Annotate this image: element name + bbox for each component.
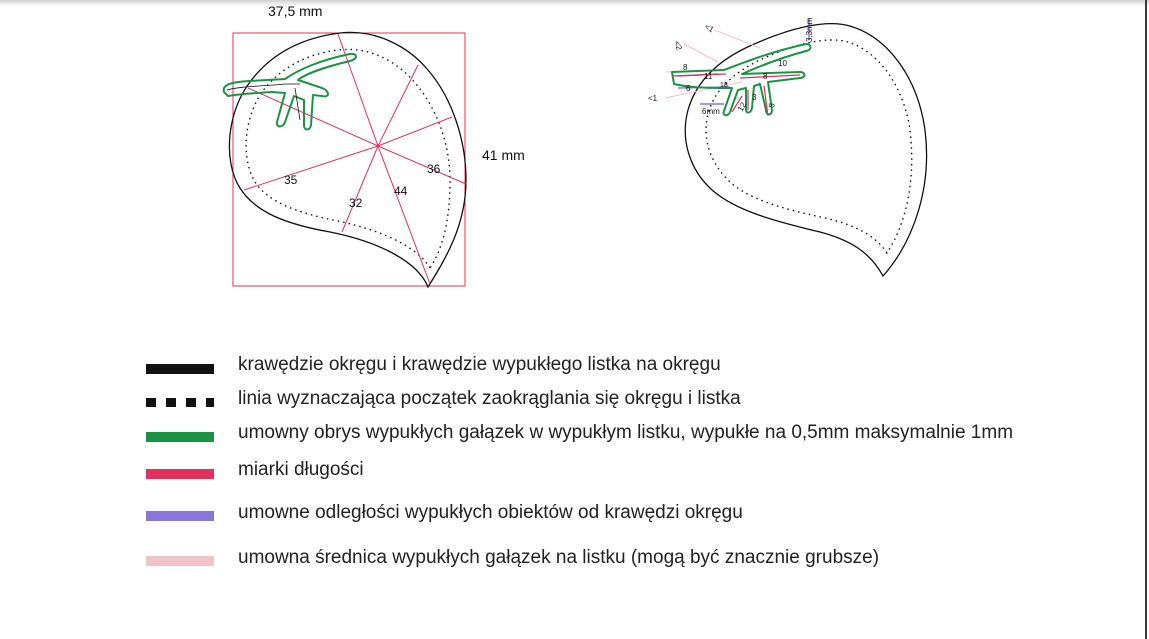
label-10: 10	[778, 59, 787, 68]
legend-row-edges	[0, 352, 1140, 382]
legend-swatch-red	[146, 469, 214, 479]
measure-32: 32	[349, 196, 363, 210]
inner-dotted-line-right	[706, 40, 912, 253]
legend-swatch-dotted-black	[146, 398, 214, 407]
legend-swatch-green	[146, 432, 214, 442]
legend-row-pink	[0, 546, 1140, 576]
label-8-right: 8	[763, 72, 768, 81]
height-label: 41 mm	[482, 147, 525, 163]
label-8-left: 8	[683, 63, 688, 72]
leaf-diagram-right	[560, 0, 980, 300]
leaf-outline	[229, 32, 466, 287]
label-6: 6	[686, 84, 691, 93]
label-lt2: <2	[672, 39, 684, 52]
bounding-box	[233, 33, 465, 286]
label-12: 12	[735, 100, 749, 113]
label-11: 11	[704, 72, 713, 81]
measure-44: 44	[394, 184, 408, 198]
label-lt1-top: <1	[703, 21, 716, 35]
legend-row-green	[0, 422, 1140, 452]
legend-text-dotted: linia wyznaczająca początek zaokrąglania się okręgu i listka	[238, 388, 741, 409]
legend-row-dotted	[0, 388, 1140, 418]
leaf-diagram-left	[0, 0, 560, 300]
label-lt1-bottom: <1	[648, 94, 658, 103]
label-3-3mm: 3,3mm	[805, 17, 814, 42]
measure-35: 35	[284, 173, 298, 187]
legend-swatch-purple	[146, 511, 214, 521]
legend-text-edges: krawędzie okręgu i krawędzie wypukłego listka na okręgu	[238, 354, 721, 375]
label-18: 18	[720, 82, 728, 89]
label-6mm: 6mm	[702, 107, 720, 116]
inner-dotted-line	[246, 49, 450, 268]
legend-text-purple: umowne odległości wypukłych obiektów od krawędzi okręgu	[238, 502, 743, 523]
legend-row-red	[0, 457, 1140, 487]
measure-36: 36	[427, 162, 441, 176]
legend-row-purple	[0, 502, 1140, 532]
measure-spokes	[244, 34, 466, 284]
label-5: 5	[767, 102, 777, 109]
legend-swatch-solid-black	[146, 364, 214, 374]
legend-text-green: umowny obrys wypukłych gałązek w wypukłym listku, wypukłe na 0,5mm maksymalnie 1mm	[238, 422, 1014, 443]
width-label: 37,5 mm	[268, 3, 323, 19]
legend-text-red: miarki długości	[238, 459, 364, 480]
legend-text-pink: umowna średnica wypukłych gałązek na listku (mogą być znacznie grubsze)	[238, 547, 880, 568]
right-border	[1145, 0, 1147, 639]
label-3: 3	[752, 93, 757, 102]
leaf-outline-right	[685, 21, 926, 276]
legend-swatch-pink	[146, 556, 214, 566]
